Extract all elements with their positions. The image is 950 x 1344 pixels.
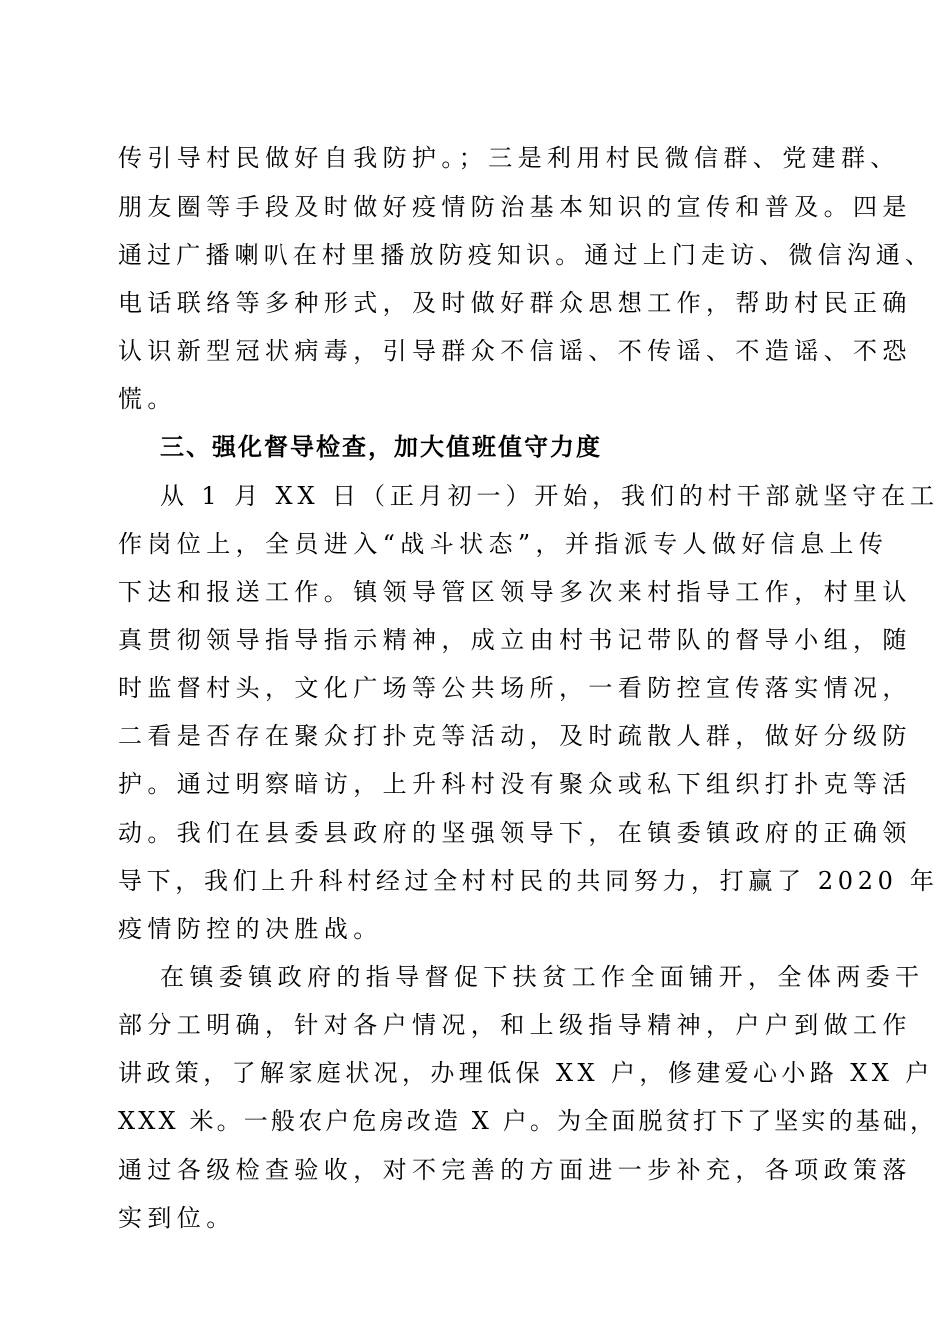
paragraph-1-line-1: 传引导村民做好自我防护。；三是利用村民微信群、党建群、	[118, 144, 900, 172]
paragraph-2-line-3: 下达和报送工作。镇领导管区领导多次来村指导工作，村里认	[118, 578, 912, 606]
paragraph-2-line-8: 动。我们在县委县政府的坚强领导下，在镇委镇政府的正确领	[118, 819, 912, 847]
paragraph-3-line-3: 讲政策，了解家庭状况，办理低保 XX 户，修建爱心小路 XX 户	[118, 1059, 934, 1087]
paragraph-2-line-10: 疫情防控的决胜战。	[118, 915, 383, 943]
paragraph-3-line-5: 通过各级检查验收，对不完善的方面进一步补充，各项政策落	[118, 1156, 912, 1184]
paragraph-1-line-2: 朋友圈等手段及时做好疫情防治基本知识的宣传和普及。四是	[118, 193, 912, 221]
paragraph-1-line-4: 电话联络等多种形式，及时做好群众思想工作，帮助村民正确	[118, 289, 912, 317]
paragraph-1-line-6: 慌。	[118, 385, 177, 413]
paragraph-3-line-2: 部分工明确，针对各户情况，和上级指导精神，户户到做工作	[118, 1011, 912, 1039]
paragraph-1-line-5: 认识新型冠状病毒，引导群众不信谣、不传谣、不造谣、不恐	[118, 337, 912, 365]
paragraph-2-line-9: 导下，我们上升科村经过全村村民的共同努力，打赢了 2020 年	[118, 867, 939, 895]
paragraph-2-line-4: 真贯彻领导指导指示精神，成立由村书记带队的督导小组，随	[118, 626, 912, 654]
paragraph-2-line-5: 时监督村头，文化广场等公共场所，一看防控宣传落实情况，	[118, 674, 912, 702]
section-heading-3: 三、强化督导检查，加大值班值守力度	[160, 433, 602, 461]
paragraph-2-line-1: 从 1 月 XX 日（正月初一）开始，我们的村干部就坚守在工	[160, 482, 939, 510]
paragraph-3-line-6: 实到位。	[118, 1204, 236, 1232]
paragraph-2-line-6: 二看是否存在聚众打扑克等活动，及时疏散人群，做好分级防	[118, 722, 912, 750]
paragraph-3-line-4: XXX 米。一般农户危房改造 X 户。为全面脱贫打下了坚实的基础，	[118, 1107, 938, 1135]
paragraph-2-line-2: 作岗位上，全员进入“战斗状态”，并指派专人做好信息上传	[118, 530, 889, 558]
paragraph-2-line-7: 护。通过明察暗访，上升科村没有聚众或私下组织打扑克等活	[118, 770, 912, 798]
paragraph-3-line-1: 在镇委镇政府的指导督促下扶贫工作全面铺开，全体两委干	[160, 963, 925, 991]
paragraph-1-line-3: 通过广播喇叭在村里播放防疫知识。通过上门走访、微信沟通、	[118, 241, 935, 269]
